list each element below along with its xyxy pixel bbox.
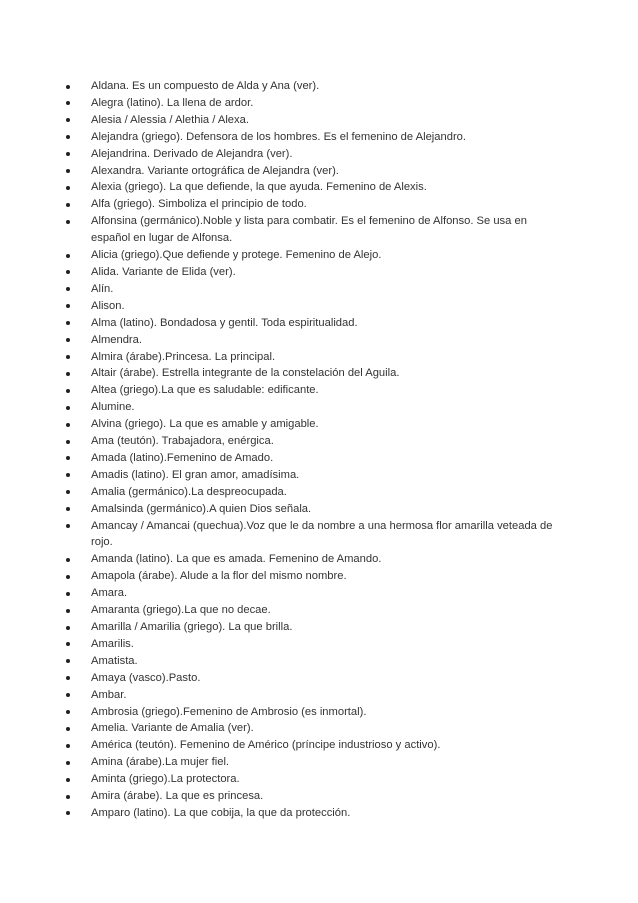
list-item [64, 568, 564, 585]
bullet-icon [66, 355, 70, 359]
bullet-icon [66, 372, 70, 376]
list-item [64, 433, 564, 450]
list-item [64, 720, 564, 737]
bullet-icon [66, 575, 70, 579]
list-item-text: Amira (árabe). La que es princesa. [91, 790, 264, 803]
list-item-text: Amarilis. [91, 637, 134, 650]
list-item [64, 518, 564, 552]
list-item [64, 653, 564, 670]
bullet-icon [66, 524, 70, 528]
bullet-icon [66, 693, 70, 697]
list-item [64, 687, 564, 704]
list-item [64, 602, 564, 619]
list-item-text: Amina (árabe).La mujer fiel. [91, 756, 230, 769]
list-item [64, 78, 564, 95]
list-item [64, 771, 564, 788]
list-item [64, 281, 564, 298]
bullet-icon [66, 642, 70, 646]
list-item-text: Amatista. [91, 654, 138, 667]
list-item [64, 95, 564, 112]
list-item [64, 450, 564, 467]
bullet-icon [66, 811, 70, 815]
bullet-icon [66, 287, 70, 291]
list-item-text: Alfa (griego). Simboliza el principio de todo. [91, 198, 307, 211]
bullet-icon [66, 304, 70, 308]
list-item-text: Amaya (vasco).Pasto. [91, 671, 201, 684]
bullet-icon [66, 626, 70, 630]
list-item-text: Aminta (griego).La protectora. [91, 773, 240, 786]
list-item [64, 551, 564, 568]
list-item [64, 332, 564, 349]
list-item [64, 754, 564, 771]
list-item-text: Alexia (griego). La que defiende, la que ayuda. Femenino de Alexis. [91, 181, 427, 194]
list-item [64, 399, 564, 416]
list-item-text: Amparo (latino). La que cobija, la que da protección. [91, 806, 351, 819]
list-item [64, 805, 564, 822]
list-item [64, 298, 564, 315]
bullet-icon [66, 778, 70, 782]
list-item-text: Alfonsina (germánico).Noble y lista para combatir. Es el femenino de Alfonso. Se usa en español en lugar de Alfonsa. [91, 215, 527, 245]
list-item-text: Alida. Variante de Elida (ver). [91, 265, 236, 278]
list-item-text: Alvina (griego). La que es amable y amigable. [91, 418, 319, 431]
list-item-text: Alín. [91, 282, 114, 295]
list-item-text: Alegra (latino). La llena de ardor. [91, 96, 254, 109]
bullet-icon [66, 270, 70, 274]
list-item [64, 484, 564, 501]
list-item [64, 382, 564, 399]
list-item-text: Amanda (latino). La que es amada. Femenino de Amando. [91, 553, 382, 566]
list-item [64, 213, 564, 247]
list-item-text: Ambar. [91, 688, 127, 701]
bullet-icon [66, 795, 70, 799]
list-item [64, 247, 564, 264]
list-item [64, 619, 564, 636]
list-item-text: Ambrosia (griego).Femenino de Ambrosio (es inmortal). [91, 705, 367, 718]
bullet-icon [66, 135, 70, 139]
bullet-icon [66, 389, 70, 393]
names-bullet-list [64, 78, 564, 822]
list-item-text: Almendra. [91, 333, 142, 346]
list-item [64, 467, 564, 484]
list-item-text: América (teutón). Femenino de Américo (príncipe industrioso y activo). [91, 739, 441, 752]
list-item-text: Alison. [91, 299, 125, 312]
bullet-icon [66, 101, 70, 105]
bullet-icon [66, 659, 70, 663]
list-item [64, 585, 564, 602]
bullet-icon [66, 406, 70, 410]
list-item-text: Almira (árabe).Princesa. La principal. [91, 350, 276, 363]
bullet-icon [66, 440, 70, 444]
list-item-text: Altair (árabe). Estrella integrante de la constelación del Aguila. [91, 367, 400, 380]
bullet-icon [66, 744, 70, 748]
bullet-icon [66, 490, 70, 494]
bullet-icon [66, 592, 70, 596]
list-item-text: Alma (latino). Bondadosa y gentil. Toda espiritualidad. [91, 316, 358, 329]
list-item [64, 636, 564, 653]
list-item [64, 196, 564, 213]
list-item-text: Amara. [91, 587, 128, 600]
bullet-icon [66, 220, 70, 224]
list-item-text: Alesia / Alessia / Alethia / Alexa. [91, 113, 249, 126]
list-item-text: Ama (teutón). Trabajadora, enérgica. [91, 435, 274, 448]
bullet-icon [66, 456, 70, 460]
list-item-text: Alicia (griego).Que defiende y protege. Femenino de Alejo. [91, 249, 382, 262]
bullet-icon [66, 118, 70, 122]
list-item [64, 179, 564, 196]
list-item-text: Amaranta (griego).La que no decae. [91, 604, 271, 617]
list-item-text: Amada (latino).Femenino de Amado. [91, 451, 274, 464]
bullet-icon [66, 186, 70, 190]
bullet-icon [66, 169, 70, 173]
list-item-text: Amapola (árabe). Alude a la flor del mismo nombre. [91, 570, 347, 583]
list-item-text: Amelia. Variante de Amalia (ver). [91, 722, 254, 735]
bullet-icon [66, 338, 70, 342]
list-item-text: Aldana. Es un compuesto de Alda y Ana (ver). [91, 80, 320, 92]
bullet-icon [66, 203, 70, 207]
list-item [64, 416, 564, 433]
list-item [64, 315, 564, 332]
list-item [64, 146, 564, 163]
list-item-text: Amadis (latino). El gran amor, amadísima. [91, 468, 300, 481]
bullet-icon [66, 473, 70, 477]
list-item-text: Amancay / Amancai (quechua).Voz que le da nombre a una hermosa flor amarilla veteada de rojo. [91, 519, 553, 549]
list-item-text: Amarilla / Amarilia (griego). La que brilla. [91, 621, 293, 633]
bullet-icon [66, 676, 70, 680]
list-item-text: Alumine. [91, 401, 135, 414]
bullet-icon [66, 609, 70, 613]
list-item [64, 264, 564, 281]
bullet-icon [66, 558, 70, 562]
list-item [64, 129, 564, 146]
list-item-text: Altea (griego).La que es saludable: edificante. [91, 384, 319, 397]
list-item [64, 788, 564, 805]
list-item-text: Alejandrina. Derivado de Alejandra (ver). [91, 147, 293, 160]
list-item [64, 737, 564, 754]
list-item [64, 365, 564, 382]
list-item [64, 704, 564, 721]
bullet-icon [66, 321, 70, 325]
bullet-icon [66, 507, 70, 511]
list-item-text: Alejandra (griego). Defensora de los hombres. Es el femenino de Alejandro. [91, 130, 466, 143]
list-item-text: Amalia (germánico).La despreocupada. [91, 485, 287, 498]
bullet-icon [66, 85, 70, 89]
bullet-icon [66, 761, 70, 765]
list-item [64, 163, 564, 180]
list-item [64, 670, 564, 687]
list-item-text: Alexandra. Variante ortográfica de Alejandra (ver). [91, 164, 339, 177]
bullet-icon [66, 254, 70, 258]
bullet-icon [66, 423, 70, 427]
list-item-text: Amalsinda (germánico).A quien Dios señala. [91, 502, 312, 515]
list-item [64, 349, 564, 366]
bullet-icon [66, 710, 70, 714]
list-item [64, 112, 564, 129]
list-item [64, 501, 564, 518]
bullet-icon [66, 727, 70, 731]
bullet-icon [66, 152, 70, 156]
